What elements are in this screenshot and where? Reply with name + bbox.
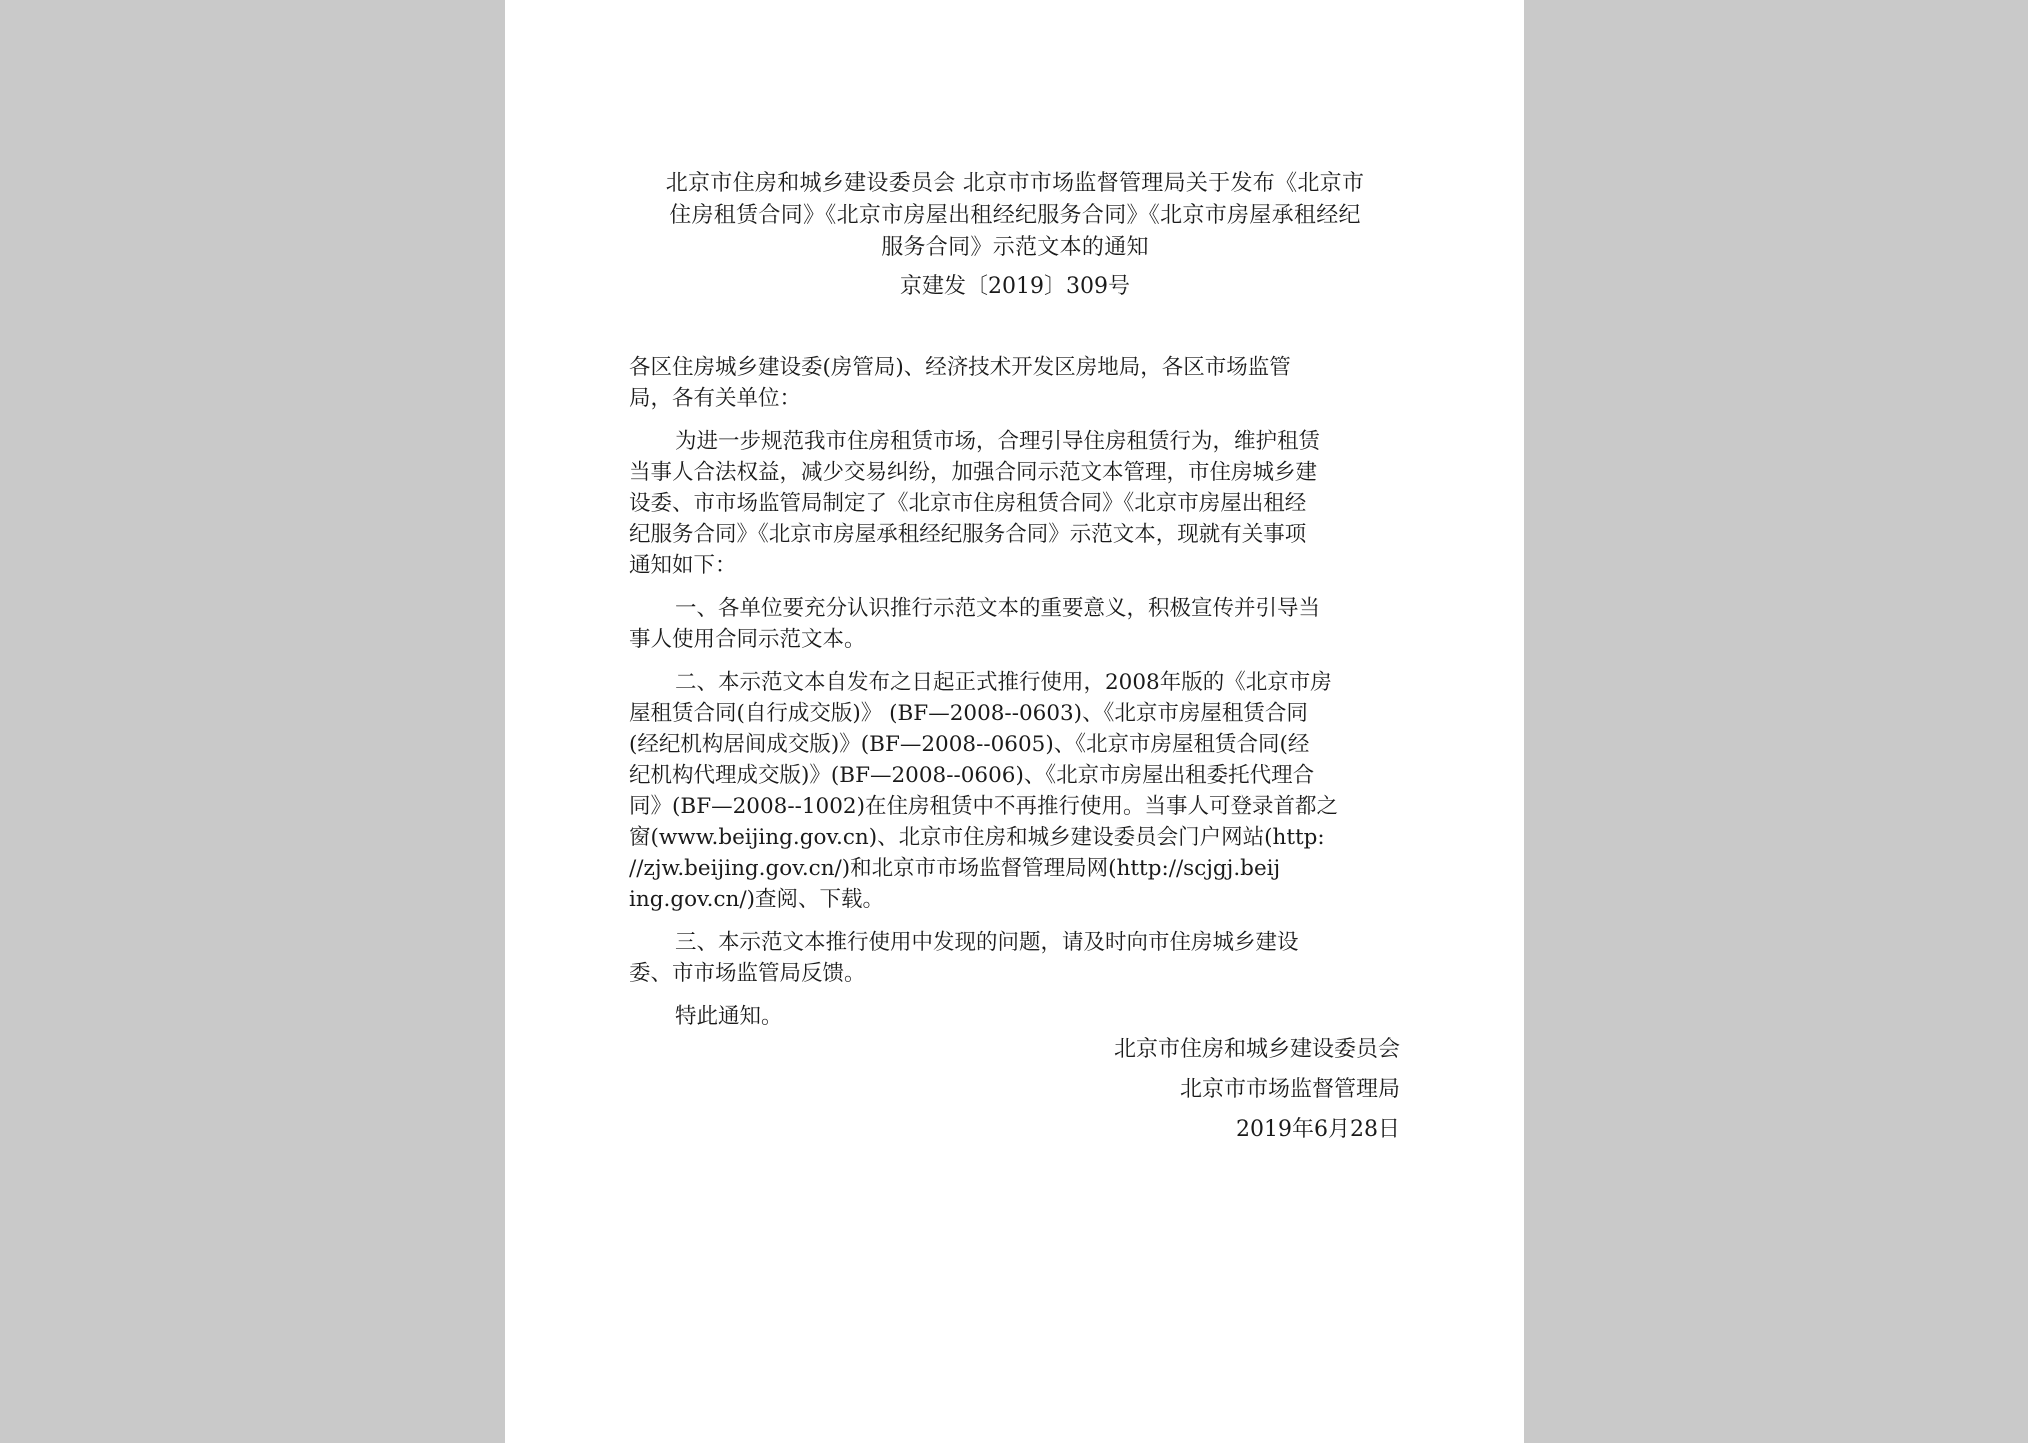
title-line: 服务合同》示范文本的通知: [881, 235, 1149, 260]
signature-org-housing: 北京市住房和城乡建设委员会: [1113, 1037, 1400, 1062]
document-page: [505, 0, 1524, 1443]
paragraph-line: 同》(BF—2008--1002)在住房租赁中不再推行使用。当事人可登录首都之: [629, 794, 1338, 819]
paragraph-line: 二、本示范文本自发布之日起正式推行使用，2008年版的《北京市房: [675, 670, 1332, 695]
title-line: 北京市住房和城乡建设委员会 北京市市场监督管理局关于发布《北京市: [665, 171, 1365, 196]
paragraph-line: 为进一步规范我市住房租赁市场，合理引导住房租赁行为，维护租赁: [675, 429, 1321, 454]
paragraph-line: //zjw.beijing.gov.cn/)和北京市市场监督管理局网(http://scjgj.beij: [629, 856, 1281, 881]
document-title: [615, 168, 1415, 264]
signature-block: [1114, 1030, 1400, 1150]
paragraph-line: ing.gov.cn/)查阅、下载。: [629, 887, 884, 912]
paragraph-line: 三、本示范文本推行使用中发现的问题，请及时向市住房城乡建设: [675, 930, 1299, 955]
paragraph-line: 通知如下：: [629, 553, 737, 578]
paragraph-line: 屋租赁合同(自行成交版)》 (BF—2008--0603)、《北京市房屋租赁合同: [629, 701, 1308, 726]
closing-line: 特此通知。: [675, 1004, 783, 1029]
item-three-paragraph: [629, 927, 1409, 989]
document-body: [629, 352, 1409, 1032]
item-one-paragraph: [629, 593, 1409, 655]
paragraph-line: 当事人合法权益，减少交易纠纷，加强合同示范文本管理，市住房城乡建: [629, 460, 1318, 485]
salutation-line: 各区住房城乡建设委(房管局)、经济技术开发区房地局，各区市场监管: [629, 355, 1291, 380]
intro-paragraph: [629, 426, 1409, 581]
signature-org-market: 北京市市场监督管理局: [1179, 1077, 1400, 1102]
document-number: 京建发〔2019〕309号: [900, 274, 1130, 299]
paragraph-line: 纪机构代理成交版)》(BF—2008--0606)、《北京市房屋出租委托代理合: [629, 763, 1315, 788]
paragraph-line: 委、市市场监管局反馈。: [629, 961, 866, 986]
salutation-line: 局，各有关单位：: [629, 386, 802, 411]
signature-date: 2019年6月28日: [1236, 1117, 1400, 1142]
paragraph-line: 窗(www.beijing.gov.cn)、北京市住房和城乡建设委员会门户网站(http:: [629, 825, 1325, 850]
closing-paragraph: [629, 1001, 1409, 1032]
paragraph-line: 设委、市市场监管局制定了《北京市住房租赁合同》《北京市房屋出租经: [629, 491, 1307, 516]
paragraph-line: (经纪机构居间成交版)》(BF—2008--0605)、《北京市房屋租赁合同(经: [629, 732, 1310, 757]
title-line: 住房租赁合同》《北京市房屋出租经纪服务合同》《北京市房屋承租经纪: [669, 203, 1361, 228]
salutation: [629, 352, 1409, 414]
paragraph-line: 事人使用合同示范文本。: [629, 627, 866, 652]
paragraph-line: 纪服务合同》《北京市房屋承租经纪服务合同》示范文本，现就有关事项: [629, 522, 1307, 547]
item-two-paragraph: [629, 667, 1409, 915]
paragraph-line: 一、各单位要充分认识推行示范文本的重要意义，积极宣传并引导当: [675, 596, 1321, 621]
